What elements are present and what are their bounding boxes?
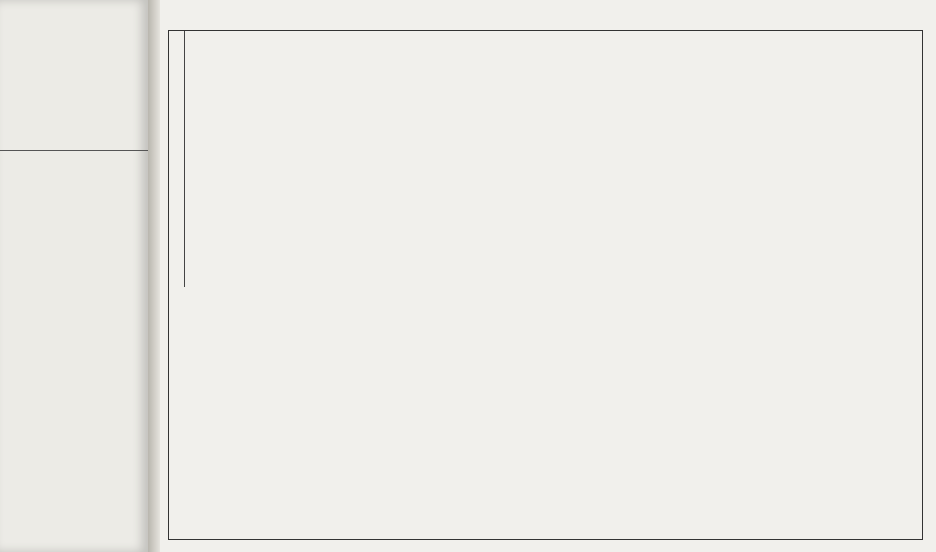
signature-column [169, 31, 185, 287]
right-page [160, 0, 936, 552]
divider [0, 150, 148, 151]
book-gutter [148, 0, 160, 552]
page-frame [168, 30, 923, 540]
left-page [0, 0, 148, 552]
